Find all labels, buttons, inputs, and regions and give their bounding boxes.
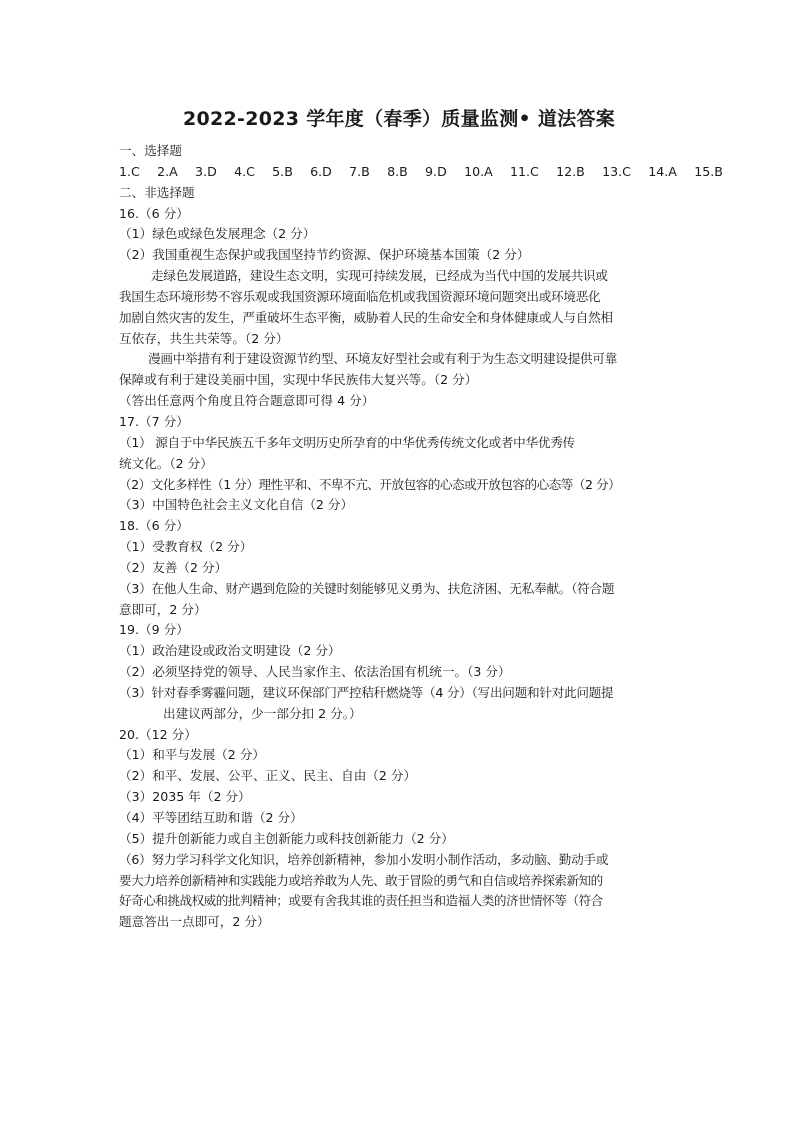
answer-line: （2）必须坚持党的领导、人民当家作主、依法治国有机统一。（3 分）	[119, 664, 511, 680]
answer-line: （2）和平、发展、公平、正义、民主、自由（2 分）	[119, 768, 417, 784]
answer-line: 意即可，2 分）	[119, 601, 207, 617]
answer-line: （2）友善（2 分）	[119, 559, 228, 575]
answer-line: （3）2035 年（2 分）	[119, 789, 251, 805]
answer-line: （3）在他人生命、财产遇到危险的关键时刻能够见义勇为、扶危济困、无私奉献。（符合题	[119, 580, 615, 596]
answer-line: （1）和平与发展（2 分）	[119, 747, 265, 763]
mc-answer: 15.B	[694, 163, 723, 179]
answer-line: 我国生态环境形势不容乐观或我国资源环境面临危机或我国资源环境问题突出或环境恶化	[119, 288, 601, 304]
answer-line: （4）平等团结互助和谐（2 分）	[119, 810, 303, 825]
question-16-heading: 16.（6 分）	[119, 205, 189, 221]
mc-answer-row	[119, 162, 723, 183]
answer-line: 统文化。（2 分）	[119, 455, 213, 471]
mc-answer: 7.B	[349, 163, 370, 179]
mc-answer: 8.B	[387, 163, 408, 179]
mc-answer: 10.A	[464, 163, 493, 179]
mc-answer: 14.A	[648, 163, 677, 179]
question-18-heading: 18.（6 分）	[119, 518, 189, 534]
question-17-heading: 17.（7 分）	[119, 413, 189, 429]
mc-answer: 11.C	[510, 163, 539, 179]
answer-line: （1） 源自于中华民族五千多年文明历史所孕育的中华优秀传统文化或者中华优秀传	[119, 434, 575, 450]
answer-line: 加剧自然灾害的发生，严重破坏生态平衡，威胁着人民的生命安全和身体健康或人与自然相	[119, 309, 613, 325]
answer-line: 漫画中举措有利于建设资源节约型、环境友好型社会或有利于为生态文明建设提供可靠	[148, 351, 618, 367]
answer-line: 走绿色发展道路，建设生态文明，实现可持续发展，已经成为当代中国的发展共识或	[151, 268, 608, 284]
mc-answer: 6.D	[310, 163, 332, 179]
answer-line: （1）受教育权（2 分）	[119, 539, 253, 555]
answer-line: 出建议两部分，少一部分扣 2 分。）	[163, 705, 362, 721]
answer-line: 好奇心和挑战权威的批判精神；或要有舍我其谁的责任担当和造福人类的济世情怀等（符合	[119, 893, 603, 909]
mc-answer: 13.C	[602, 163, 631, 179]
mc-answer: 5.B	[272, 163, 293, 179]
mc-answer: 9.D	[425, 163, 447, 179]
answer-line: 题意答出一点即可，2 分）	[119, 914, 270, 930]
answer-sheet	[119, 104, 723, 933]
section-heading-nonchoice: 二、非选择题	[119, 184, 195, 200]
answer-line: （3）中国特色社会主义文化自信（2 分）	[119, 497, 354, 513]
page-title: 2022-2023 学年度（春季）质量监测• 道法答案	[182, 108, 616, 130]
mc-answer: 3.D	[195, 163, 217, 179]
answer-line: （2）文化多样性（1 分）理性平和、不卑不亢、开放包容的心态或开放包容的心态等（2 分）	[119, 476, 621, 492]
answer-line: （1）绿色或绿色发展理念（2 分）	[119, 226, 316, 242]
answer-line: （5）提升创新能力或自主创新能力或科技创新能力（2 分）	[119, 830, 454, 846]
section-heading-choice: 一、选择题	[119, 143, 182, 158]
question-20-heading: 20.（12 分）	[119, 726, 197, 742]
answer-line: （1）政治建设或政治文明建设（2 分）	[119, 643, 341, 659]
answer-line: 互依存，共生共荣等。（2 分）	[119, 330, 289, 346]
answer-line: 要大力培养创新精神和实践能力或培养敢为人先、敢于冒险的勇气和自信或培养探索新知的	[119, 872, 603, 888]
answer-line: （3）针对春季雾霾问题，建议环保部门严控秸秆燃烧等（4 分）（写出问题和针对此问题提	[119, 684, 614, 700]
answer-line: （2）我国重视生态保护或我国坚持节约资源、保护环境基本国策（2 分）	[119, 247, 530, 263]
mc-answer: 2.A	[157, 163, 178, 179]
answer-line: （6）努力学习科学文化知识，培养创新精神，参加小发明小制作活动，多动脑、勤动手或	[119, 851, 609, 867]
mc-answer: 12.B	[556, 163, 585, 179]
question-19-heading: 19.（9 分）	[119, 622, 189, 638]
answer-line: （答出任意两个角度且符合题意即可得 4 分）	[119, 393, 375, 409]
mc-answer: 1.C	[119, 163, 140, 179]
mc-answer: 4.C	[234, 163, 255, 179]
answer-line: 保障或有利于建设美丽中国，实现中华民族伟大复兴等。（2 分）	[119, 372, 478, 388]
